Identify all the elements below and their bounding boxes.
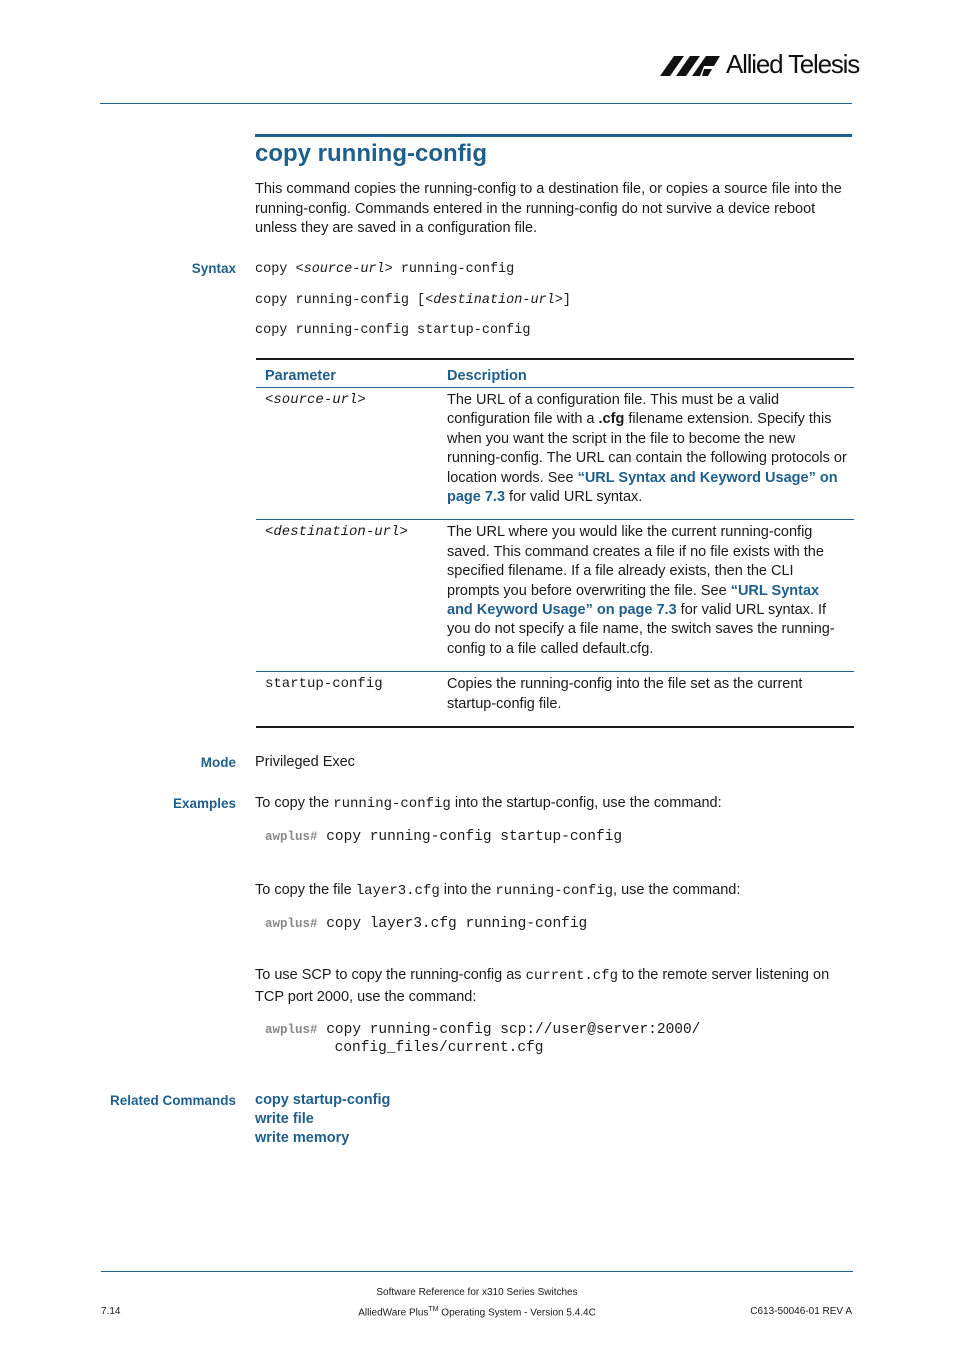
param-startup-config: startup-config [265,676,383,693]
example-1-command: awplus# copy running-config startup-config [265,829,623,845]
examples-label: Examples [172,796,236,811]
param-destination-url: <destination-url> [265,524,408,541]
allied-telesis-logo [660,48,860,82]
syntax-label: Syntax [191,261,236,276]
desc-destination-url: The URL where you would like the current running-config saved. This command creates a file if no file exists with the specified filename. If a file already exists, then the CLI prompts you before overwriting the file. See “URL Syntax and Keyword Usage” on page 7.3 for valid URL syntax. If you do not specify a file name, the switch saves the running-config to a file called default.cfg. [447,524,835,657]
example-3-command: awplus# copy running-config scp://user@server:2000/ config_files/current.cfg [265,1022,701,1056]
url-syntax-link[interactable]: “URL Syntax and Keyword Usage” on page 7.3 [447,469,838,506]
footer-title: Software Reference for x310 Series Switches [376,1287,578,1298]
param-source-url: <source-url> [265,392,366,408]
syntax-line-1: copy <source-url> running-config [255,262,515,277]
footer-rule [101,1271,853,1272]
page-number: 7.14 [101,1306,121,1317]
desc-startup-config: Copies the running-config into the file set as the current startup-config file. [447,676,803,712]
intro-paragraph: This command copies the running-config to a destination file, or copies a source file into the running-config. Commands entered in the running-config do not survive a device reboot unless they are saved in a configuration file. [255,181,842,236]
table-row [256,520,854,672]
example-3-text: To use SCP to copy the running-config as current.cfg to the remote server listening on TCP port 2000, use the command: [255,967,830,1005]
related-commands-list [255,1091,390,1148]
example-2-text: To copy the file layer3.cfg into the running-config, use the command: [255,882,741,899]
table-row [256,672,854,726]
url-syntax-link[interactable]: “URL Syntax and Keyword Usage” on page 7.3 [447,582,820,619]
desc-source-url: The URL of a configuration file. This must be a valid configuration file with a .cfg filename extension. Specify this when you want the script in the file to become the new running-config. The URL can contain the following protocols or location words. See “URL Syntax and Keyword Usage” on page 7.3 for valid URL syntax. [447,392,847,506]
syntax-line-2: copy running-config [<destination-url>] [255,293,571,308]
syntax-line-3: copy running-config startup-config [255,323,531,338]
related-link-write-file[interactable]: write file [255,1111,314,1127]
table-row [256,388,854,520]
parameter-table [256,358,854,728]
column-header-description: Description [447,368,527,384]
example-1-text: To copy the running-config into the startup-config, use the command: [255,795,722,812]
footer-version: AlliedWare Plus™ Operating System - Version 5.4.4C [358,1306,596,1319]
mode-label: Mode [200,755,236,770]
related-link-write-memory[interactable]: write memory [255,1130,350,1146]
page-title: copy running-config [255,140,487,167]
document-number: C613-50046-01 REV A [750,1306,852,1317]
related-link-copy-startup-config[interactable]: copy startup-config [255,1092,391,1108]
logo-wordmark: Allied Telesis [726,49,860,79]
column-header-parameter: Parameter [265,368,336,384]
related-commands-label: Related Commands [109,1093,236,1108]
title-rule [255,134,852,137]
header-rule [100,103,852,104]
table-header-row [256,360,854,388]
logo-mark-icon [660,55,722,77]
example-2-command: awplus# copy layer3.cfg running-config [265,916,588,932]
mode-value: Privileged Exec [255,754,355,770]
